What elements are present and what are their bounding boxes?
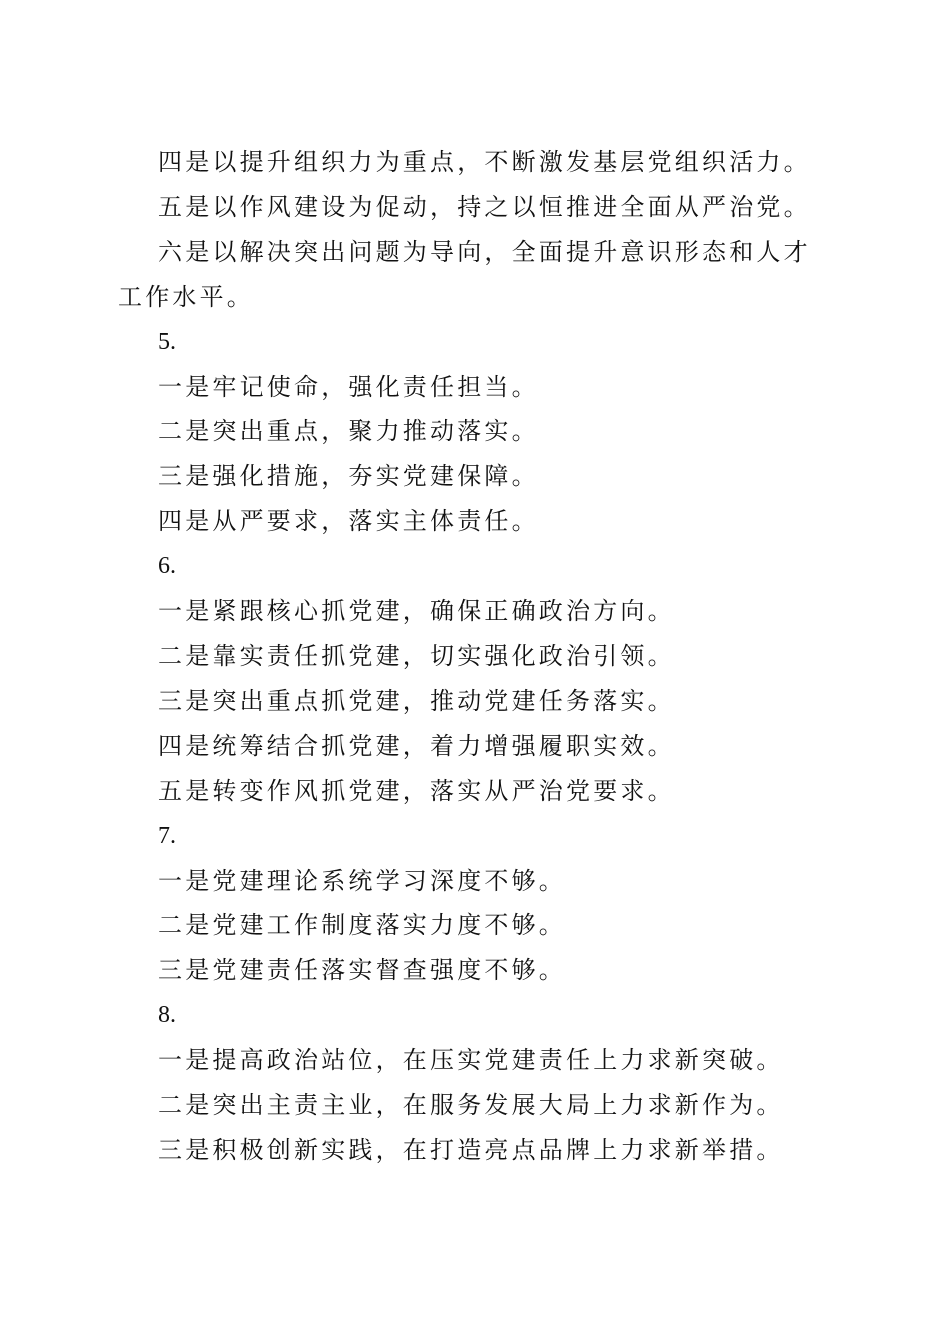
document-body [118, 140, 830, 1173]
paragraph-item: 一是党建理论系统学习深度不够。 [158, 866, 566, 895]
section-number: 8. [158, 1002, 176, 1029]
paragraph-item: 六是以解决突出问题为导向，全面提升意识形态和人才工作水平。 [118, 237, 811, 311]
section-number: 6. [158, 553, 176, 580]
section-number: 7. [158, 822, 176, 849]
paragraph-item: 一是紧跟核心抓党建，确保正确政治方向。 [158, 597, 675, 626]
paragraph-item: 四是从严要求，落实主体责任。 [158, 507, 539, 536]
paragraph-item: 四是以提升组织力为重点，不断激发基层党组织活力。 [158, 148, 811, 176]
paragraph-item: 三是党建责任落实督查强度不够。 [158, 956, 566, 985]
paragraph-item: 三是强化措施，夯实党建保障。 [158, 462, 539, 491]
paragraph-item: 三是突出重点抓党建，推动党建任务落实。 [158, 686, 675, 715]
paragraph-item: 一是牢记使命，强化责任担当。 [158, 372, 539, 401]
section-number: 5. [158, 328, 176, 355]
paragraph-item: 五是转变作风抓党建，落实从严治党要求。 [158, 776, 675, 805]
paragraph-item: 二是党建工作制度落实力度不够。 [158, 911, 566, 940]
paragraph-item: 三是积极创新实践，在打造亮点品牌上力求新举措。 [158, 1135, 784, 1164]
paragraph-item: 一是提高政治站位，在压实党建责任上力求新突破。 [158, 1046, 784, 1075]
paragraph-item: 二是靠实责任抓党建，切实强化政治引领。 [158, 641, 675, 670]
paragraph-item: 四是统筹结合抓党建，着力增强履职实效。 [158, 731, 675, 760]
paragraph-item: 五是以作风建设为促动，持之以恒推进全面从严治党。 [158, 192, 811, 221]
paragraph-item: 二是突出重点，聚力推动落实。 [158, 417, 539, 446]
paragraph-item: 二是突出主责主业，在服务发展大局上力求新作为。 [158, 1091, 784, 1120]
